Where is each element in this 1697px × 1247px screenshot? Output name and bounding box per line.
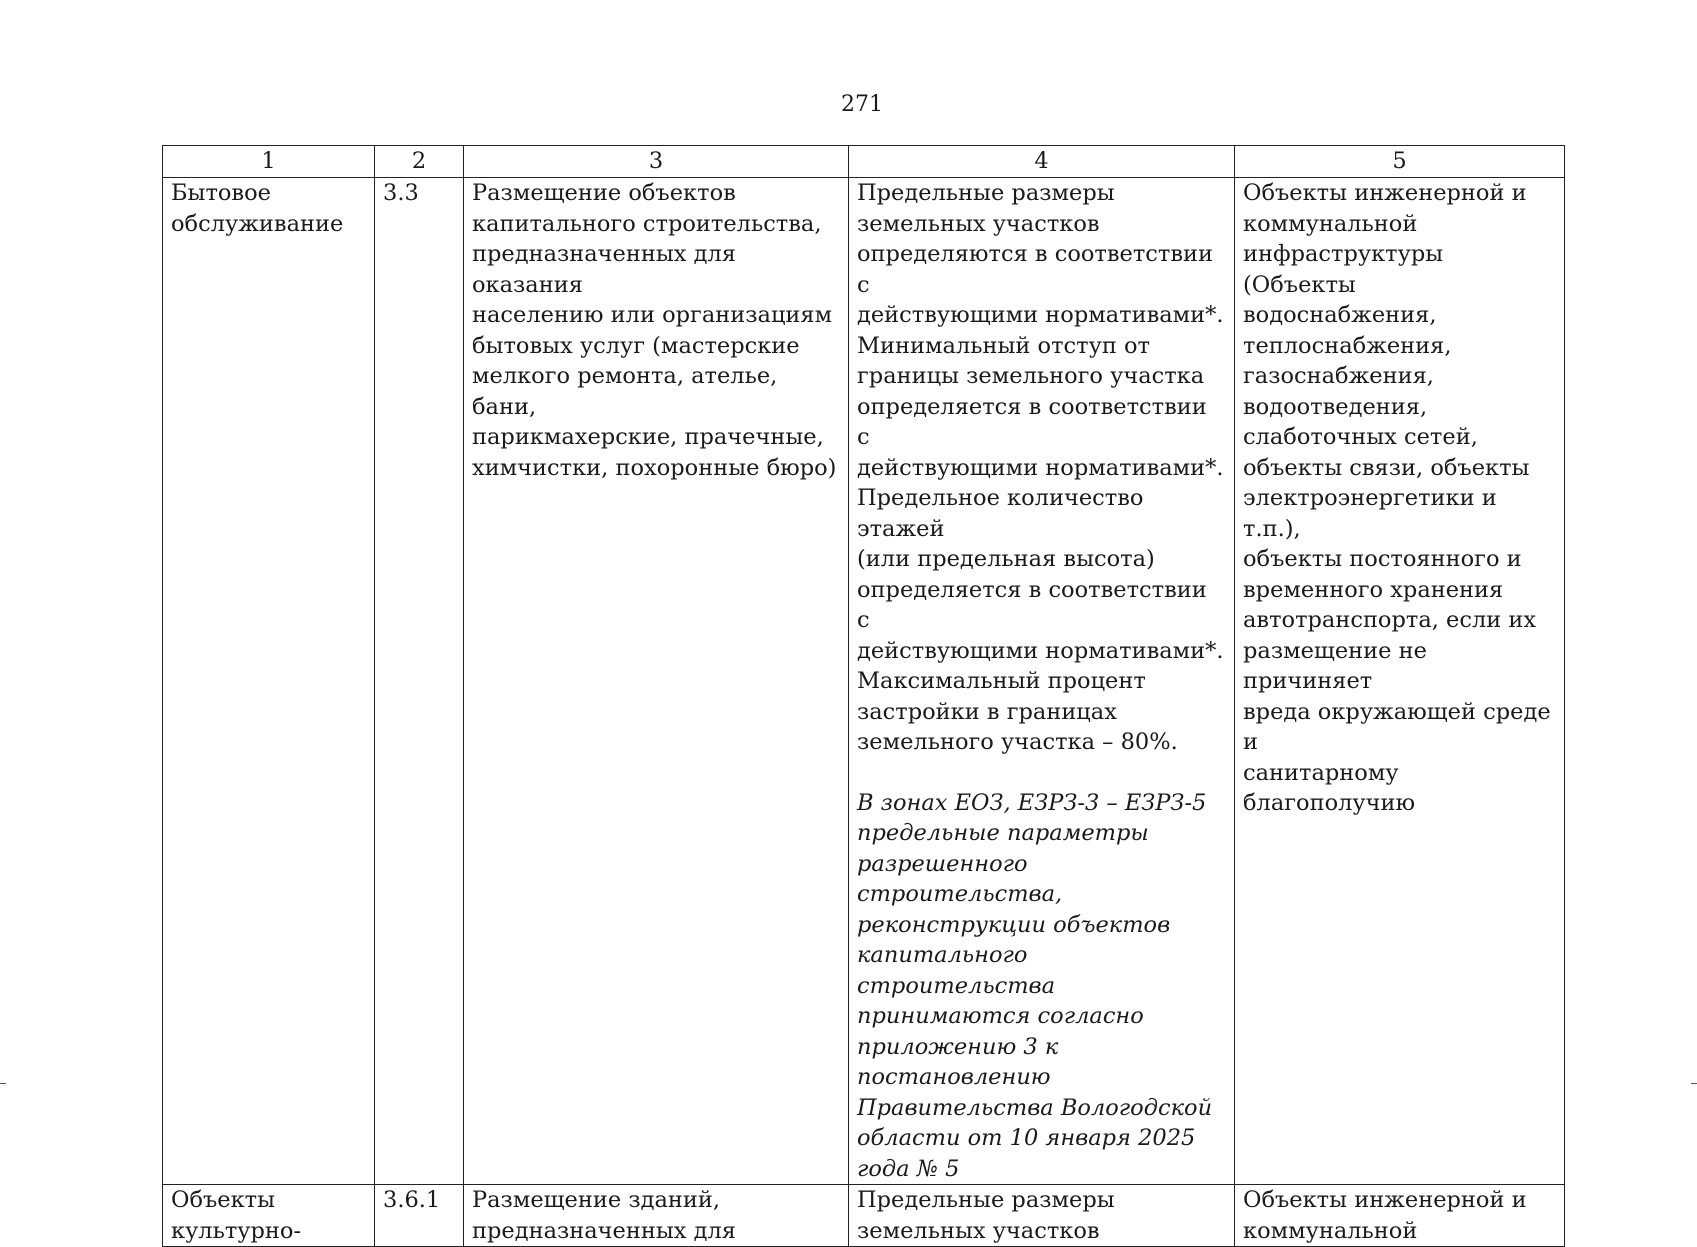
scan-edge-mark-right — [1691, 1083, 1697, 1084]
use-description-cell: Размещение зданий, предназначенных для — [464, 1185, 849, 1247]
parameters-note: В зонах ЕОЗ, ЕЗРЗ-3 – ЕЗРЗ-5 предельные параметры разрешенного строительства, реконструкции объектов капитального строительства принимаются согласно приложению 3 к постановлению Правительства Вологодской области от 10 января 2025 года № 5 — [857, 789, 1213, 1182]
auxiliary-uses-cell: Объекты инженерной и коммунальной инфраструктуры (Объекты водоснабжения, теплоснабжения, газоснабжения, водоотведения, слаботочных сетей, объекты связи, объекты электроэнергетики и т.п.), объекты постоянного и временного хранения автотранспорта, если их размещение не причиняет вреда окружающей среде и санитарному благополучию — [1235, 178, 1565, 1185]
page-number: 271 — [841, 92, 883, 117]
table-row — [163, 178, 1565, 1185]
scan-edge-mark-left — [0, 1083, 6, 1084]
use-name-cell: Объекты культурно- — [163, 1185, 375, 1247]
zoning-table — [162, 145, 1565, 1247]
use-code-cell: 3.3 — [375, 178, 464, 1185]
parameters-cell — [849, 178, 1235, 1185]
parameters-text: Предельные размеры земельных участков определяются в соответствии с действующими нормативами*. Минимальный отступ от границы земельного участка определяется в соответствии с действующими нормативами*. Предельное количество этажей (или предельная высота) определяется в соответствии с действующими нормативами*. Максимальный процент застройки в границах земельного участка – 80%. — [857, 180, 1224, 755]
parameters-cell: Предельные размеры земельных участков — [849, 1185, 1235, 1247]
auxiliary-uses-cell: Объекты инженерной и коммунальной — [1235, 1185, 1565, 1247]
table-row — [163, 1185, 1565, 1247]
use-description-cell: Размещение объектов капитального строительства, предназначенных для оказания населению или организациям бытовых услуг (мастерские мелкого ремонта, ателье, бани, парикмахерские, прачечные, химчистки, похоронные бюро) — [464, 178, 849, 1185]
table-header-row — [163, 146, 1565, 178]
column-header-5: 5 — [1235, 146, 1565, 178]
column-header-2: 2 — [375, 146, 464, 178]
column-header-3: 3 — [464, 146, 849, 178]
use-name-cell: Бытовое обслуживание — [163, 178, 375, 1185]
column-header-4: 4 — [849, 146, 1235, 178]
use-code-cell: 3.6.1 — [375, 1185, 464, 1247]
column-header-1: 1 — [163, 146, 375, 178]
